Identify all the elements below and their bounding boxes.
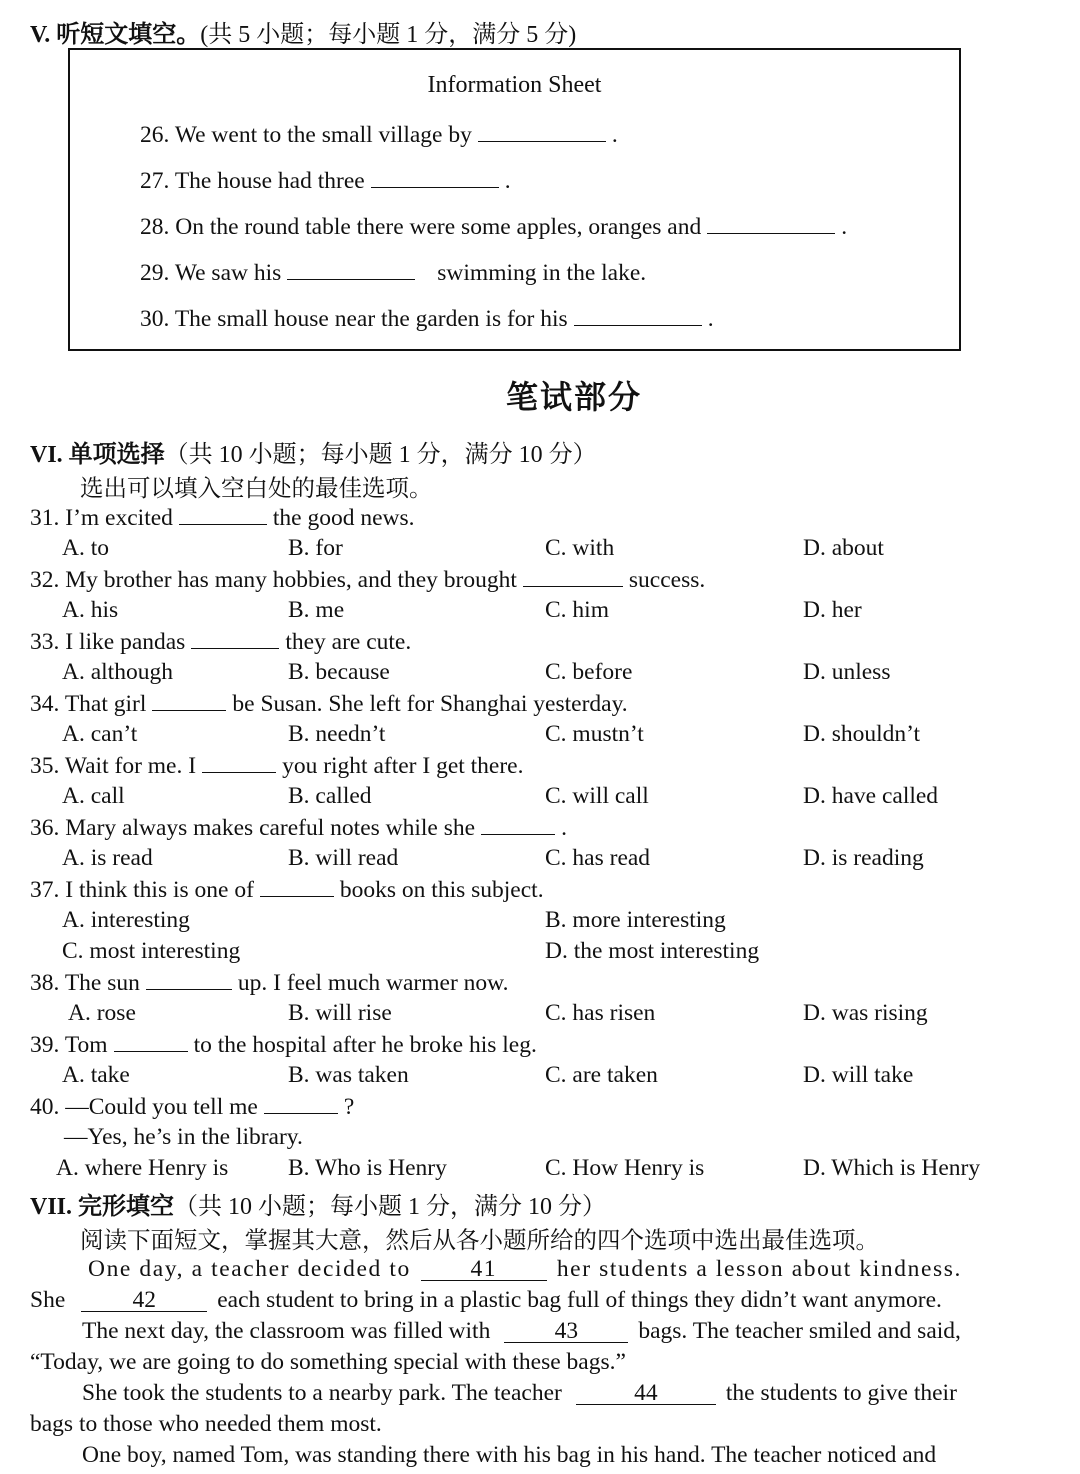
cloze-line-3: The next day, the classroom was filled with 43 bags. The teacher smiled and said, [82, 1318, 961, 1344]
section-v-header [30, 14, 576, 49]
q32-option-a[interactable]: A. his [62, 597, 119, 623]
q31-option-a[interactable]: A. to [62, 535, 109, 561]
answer-blank-31[interactable] [179, 504, 267, 525]
answer-blank-27[interactable] [371, 167, 499, 188]
cloze-blank-44[interactable]: 44 [576, 1382, 716, 1405]
q31-option-b[interactable]: B. for [288, 535, 343, 561]
answer-blank-34[interactable] [152, 690, 226, 711]
q36-option-b[interactable]: B. will read [288, 845, 399, 871]
information-sheet-title: Information Sheet [427, 72, 602, 98]
q31-option-d[interactable]: D. about [803, 535, 884, 561]
written-part-heading: 笔试部分 [505, 379, 642, 415]
question-39: 39. Tom to the hospital after he broke his leg. [30, 1032, 537, 1058]
section-vi-title: 单项选择 [68, 442, 165, 468]
cloze-line-7: One boy, named Tom, was standing there with his bag in his hand. The teacher noticed and [82, 1442, 937, 1468]
answer-blank-26[interactable] [478, 121, 606, 142]
answer-blank-30[interactable] [574, 305, 702, 326]
answer-blank-38[interactable] [146, 969, 232, 990]
q34-option-d[interactable]: D. shouldn’t [803, 721, 921, 747]
answer-blank-28[interactable] [707, 213, 835, 234]
section-vii-title: 完形填空 [78, 1194, 175, 1220]
q32-option-d[interactable]: D. her [803, 597, 862, 623]
question-40-reply: —Yes, he’s in the library. [64, 1124, 303, 1150]
answer-blank-29[interactable] [287, 259, 415, 280]
answer-blank-33[interactable] [191, 628, 279, 649]
cloze-line-2: She 42 each student to bring in a plastic bag full of things they didn’t want anymore. [30, 1287, 942, 1313]
question-33: 33. I like pandas they are cute. [30, 629, 412, 655]
section-vi-label: VI. [30, 442, 63, 468]
q35-option-b[interactable]: B. called [288, 783, 372, 809]
q34-option-b[interactable]: B. needn’t [288, 721, 386, 747]
q36-option-c[interactable]: C. has read [545, 845, 651, 871]
question-26: 26. We went to the small village by . [140, 122, 618, 148]
q37-option-d[interactable]: D. the most interesting [545, 938, 760, 964]
section-v-label: V. [30, 22, 51, 48]
q38-option-d[interactable]: D. was rising [803, 1000, 928, 1026]
section-vi-instruction: 选出可以填入空白处的最佳选项。 [80, 476, 433, 502]
information-sheet-box [68, 48, 961, 351]
question-30: 30. The small house near the garden is for his . [140, 306, 714, 332]
section-vii-label: VII. [30, 1194, 73, 1220]
answer-blank-37[interactable] [260, 876, 334, 897]
q40-option-b[interactable]: B. Who is Henry [288, 1155, 447, 1181]
answer-blank-40[interactable] [264, 1093, 338, 1114]
answer-blank-39[interactable] [114, 1031, 188, 1052]
answer-blank-36[interactable] [481, 814, 555, 835]
question-40: 40. —Could you tell me ? [30, 1094, 355, 1120]
q39-option-c[interactable]: C. are taken [545, 1062, 658, 1088]
section-vii-note: （共 10 小题；每小题 1 分，满分 10 分） [174, 1194, 607, 1220]
answer-blank-32[interactable] [523, 566, 623, 587]
q40-option-d[interactable]: D. Which is Henry [803, 1155, 981, 1181]
cloze-line-1: One day, a teacher decided to 41 her students a lesson about kindness. [88, 1256, 962, 1282]
q36-option-d[interactable]: D. is reading [803, 845, 924, 871]
q32-option-b[interactable]: B. me [288, 597, 345, 623]
q36-option-a[interactable]: A. is read [62, 845, 153, 871]
question-29: 29. We saw his swimming in the lake. [140, 260, 647, 286]
q33-option-d[interactable]: D. unless [803, 659, 891, 685]
q34-option-c[interactable]: C. mustn’t [545, 721, 644, 747]
q35-option-a[interactable]: A. call [62, 783, 125, 809]
question-32: 32. My brother has many hobbies, and they brought success. [30, 567, 706, 593]
q35-option-c[interactable]: C. will call [545, 783, 649, 809]
cloze-blank-43[interactable]: 43 [504, 1320, 628, 1343]
question-31: 31. I’m excited the good news. [30, 505, 415, 531]
q32-option-c[interactable]: C. him [545, 597, 609, 623]
section-v-title: 听短文填空。 [56, 22, 201, 48]
cloze-line-6: bags to those who needed them most. [30, 1411, 382, 1437]
question-35: 35. Wait for me. I you right after I get there. [30, 753, 524, 779]
question-38: 38. The sun up. I feel much warmer now. [30, 970, 509, 996]
section-vi-note: （共 10 小题；每小题 1 分，满分 10 分） [164, 442, 597, 468]
q34-option-a[interactable]: A. can’t [62, 721, 138, 747]
q37-option-a[interactable]: A. interesting [62, 907, 190, 933]
q33-option-a[interactable]: A. although [62, 659, 173, 685]
section-vi-header [30, 434, 597, 469]
q39-option-b[interactable]: B. was taken [288, 1062, 409, 1088]
q39-option-a[interactable]: A. take [62, 1062, 130, 1088]
q39-option-d[interactable]: D. will take [803, 1062, 914, 1088]
question-34: 34. That girl be Susan. She left for Shanghai yesterday. [30, 691, 628, 717]
question-28: 28. On the round table there were some apples, oranges and . [140, 214, 848, 240]
q38-option-c[interactable]: C. has risen [545, 1000, 656, 1026]
answer-blank-35[interactable] [202, 752, 276, 773]
question-27: 27. The house had three . [140, 168, 511, 194]
q33-option-c[interactable]: C. before [545, 659, 633, 685]
cloze-line-5: She took the students to a nearby park. The teacher 44 the students to give their [82, 1380, 957, 1406]
question-37: 37. I think this is one of books on this subject. [30, 877, 544, 903]
cloze-line-4: “Today, we are going to do something special with these bags.” [30, 1349, 626, 1375]
q37-option-c[interactable]: C. most interesting [62, 938, 241, 964]
section-vii-instruction: 阅读下面短文，掌握其大意，然后从各小题所给的四个选项中选出最佳选项。 [80, 1228, 879, 1254]
q40-option-c[interactable]: C. How Henry is [545, 1155, 705, 1181]
cloze-blank-41[interactable]: 41 [421, 1258, 547, 1281]
q40-option-a[interactable]: A. where Henry is [56, 1155, 229, 1181]
q35-option-d[interactable]: D. have called [803, 783, 939, 809]
section-vii-header [30, 1186, 606, 1221]
q38-option-b[interactable]: B. will rise [288, 1000, 392, 1026]
q37-option-b[interactable]: B. more interesting [545, 907, 726, 933]
question-36: 36. Mary always makes careful notes while she . [30, 815, 567, 841]
q38-option-a[interactable]: A. rose [68, 1000, 136, 1026]
q33-option-b[interactable]: B. because [288, 659, 390, 685]
q31-option-c[interactable]: C. with [545, 535, 615, 561]
section-v-note: (共 5 小题；每小题 1 分，满分 5 分) [200, 22, 577, 48]
cloze-blank-42[interactable]: 42 [81, 1289, 207, 1312]
